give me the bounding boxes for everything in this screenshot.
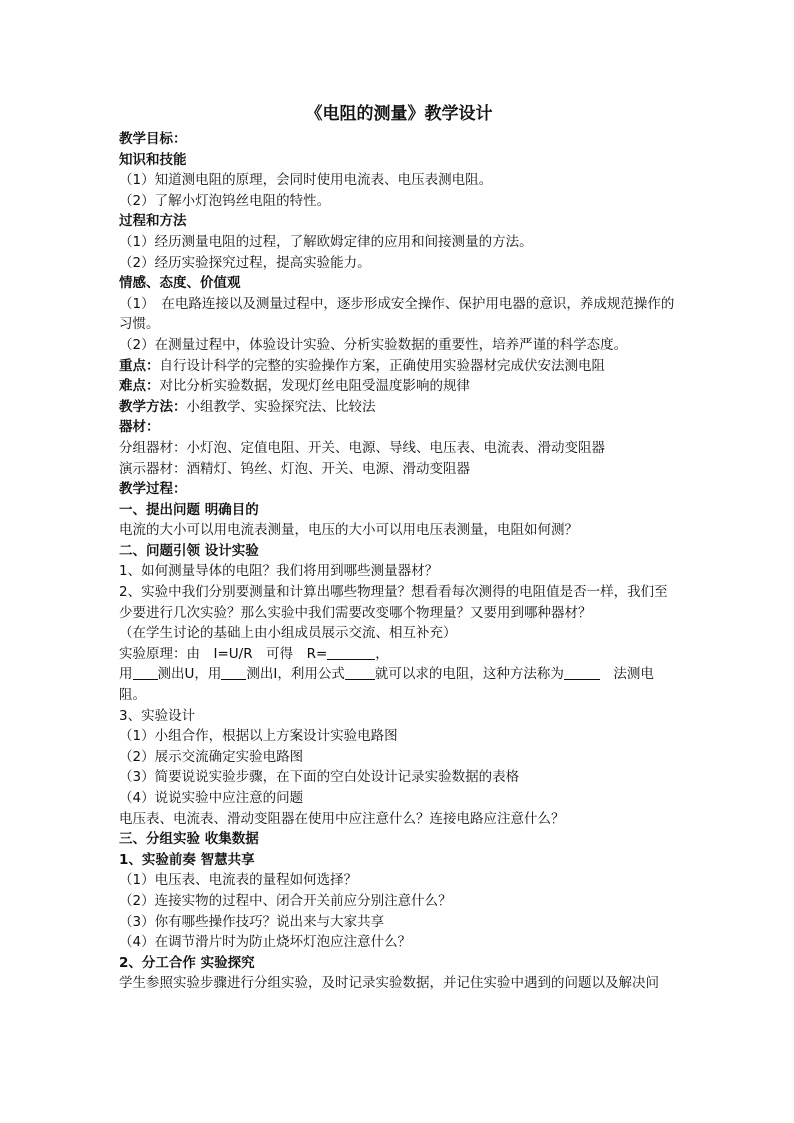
fill-blank — [345, 665, 375, 680]
fill-text: 测出U，用 — [157, 666, 222, 683]
section2-note: （在学生讨论的基础上由小组成员展示交流、相互补充） — [119, 625, 457, 642]
emotion-item: （2）在测量过程中，体验设计实验、分析实验数据的重要性，培养严谨的科学态度。 — [119, 336, 628, 353]
process-item: （1）经历测量电阻的过程，了解欧姆定律的应用和间接测量的方法。 — [119, 233, 533, 250]
prelude-item: （1）电压表、电流表的量程如何选择？ — [119, 872, 358, 889]
difficulty-label: 难点： — [119, 378, 160, 395]
section1-heading: 一、提出问题 明确目的 — [119, 501, 259, 518]
fill-blank — [564, 665, 600, 680]
emotion-heading: 情感、态度、价值观 — [119, 275, 241, 292]
design-item: （2）展示交流确定实验电路图 — [119, 748, 304, 765]
section3-sub2: 2、分工合作 实验探究 — [119, 954, 255, 971]
principle-comma: ， — [375, 645, 389, 662]
document-title: 《电阻的测量》教学设计 — [305, 104, 493, 124]
section2-q1: 1、如何测量导体的电阻？我们将用到哪些测量器材？ — [119, 563, 439, 580]
key-point-label: 重点： — [119, 357, 160, 374]
key-point — [119, 356, 679, 377]
fill-text: 法测电阻。 — [119, 666, 654, 704]
section3-sub1: 1、实验前奏 智慧共享 — [119, 851, 255, 868]
group-equipment: 分组器材：小灯泡、定值电阻、开关、电源、导线、电压表、电流表、滑动变阻器 — [119, 439, 605, 456]
process-item: （2）经历实验探究过程，提高实验能力。 — [119, 254, 371, 271]
fill-blank — [133, 665, 158, 680]
section1-text: 电流的大小可以用电流表测量，电压的大小可以用电压表测量，电阻如何测？ — [119, 522, 578, 539]
knowledge-item: （1）知道测电阻的原理，会同时使用电流表、电压表测电阻。 — [119, 172, 493, 189]
difficulty — [119, 376, 679, 397]
prelude-item: （3）你有哪些操作技巧？说出来与大家共享 — [119, 913, 385, 930]
fill-text: 测出I，利用公式 — [246, 666, 345, 683]
goals-heading: 教学目标： — [119, 131, 187, 147]
section2-heading: 二、问题引领 设计实验 — [119, 542, 259, 559]
experiment-principle — [119, 644, 679, 665]
difficulty-text: 对比分析实验数据，发现灯丝电阻受温度影响的规律 — [159, 378, 470, 395]
method-text: 小组教学、实验探究法、比较法 — [186, 398, 376, 415]
design-item: （1）小组合作，根据以上方案设计实验电路图 — [119, 728, 398, 745]
fill-text: 就可以求的电阻，这种方法称为 — [374, 666, 564, 683]
section3-heading: 三、分组实验 收集数据 — [119, 831, 259, 848]
design-item: （4）说说实验中应注意的问题 — [119, 790, 304, 806]
process-heading: 过程和方法 — [119, 213, 187, 230]
key-point-text: 自行设计科学的完整的实验操作方案，正确使用实验器材完成伏安法测电阻 — [159, 357, 605, 374]
section3-last: 学生参照实验步骤进行分组实验，及时记录实验数据，并记住实验中遇到的问题以及解决问 — [119, 975, 659, 992]
section2-q3: 3、实验设计 — [119, 707, 196, 724]
section2-q2: 2、实验中我们分别要测量和计算出哪些物理量？想看看每次测得的电阻值是否一样，我们至少要进行几次实验？那么实验中我们需要改变哪个物理量？又要用到哪种器材？ — [119, 584, 668, 621]
design-item: （3）简要说说实验步骤，在下面的空白处设计记录实验数据的表格 — [119, 769, 520, 786]
prelude-item: （2）连接实物的过程中、闭合开关前应分别注意什么？ — [119, 892, 452, 909]
prelude-item: （4）在调节滑片时为防止烧坏灯泡应注意什么？ — [119, 934, 412, 951]
equipment-heading: 器材： — [119, 419, 160, 436]
fill-blank — [327, 645, 375, 660]
fill-text: 用 — [119, 666, 133, 683]
method-label: 教学方法： — [119, 398, 187, 415]
teaching-method — [119, 397, 679, 418]
knowledge-item: （2）了解小灯泡钨丝电阻的特性。 — [119, 192, 331, 209]
emotion-item: （1） 在电路连接以及测量过程中，逐步形成安全操作、保护用电器的意识，养成规范操作的习惯。 — [119, 295, 675, 333]
knowledge-heading: 知识和技能 — [119, 151, 187, 168]
demo-equipment: 演示器材：酒精灯、钨丝、灯泡、开关、电源、滑动变阻器 — [119, 460, 470, 477]
fill-blank — [221, 665, 246, 680]
principle-text: 实验原理：由 I=U/R 可得 R= — [119, 645, 328, 662]
section2-question: 电压表、电流表、滑动变阻器在使用中应注意什么？连接电路应注意什么？ — [119, 810, 565, 827]
fill-in-sentence — [119, 664, 679, 705]
process-title: 教学过程： — [119, 481, 187, 498]
